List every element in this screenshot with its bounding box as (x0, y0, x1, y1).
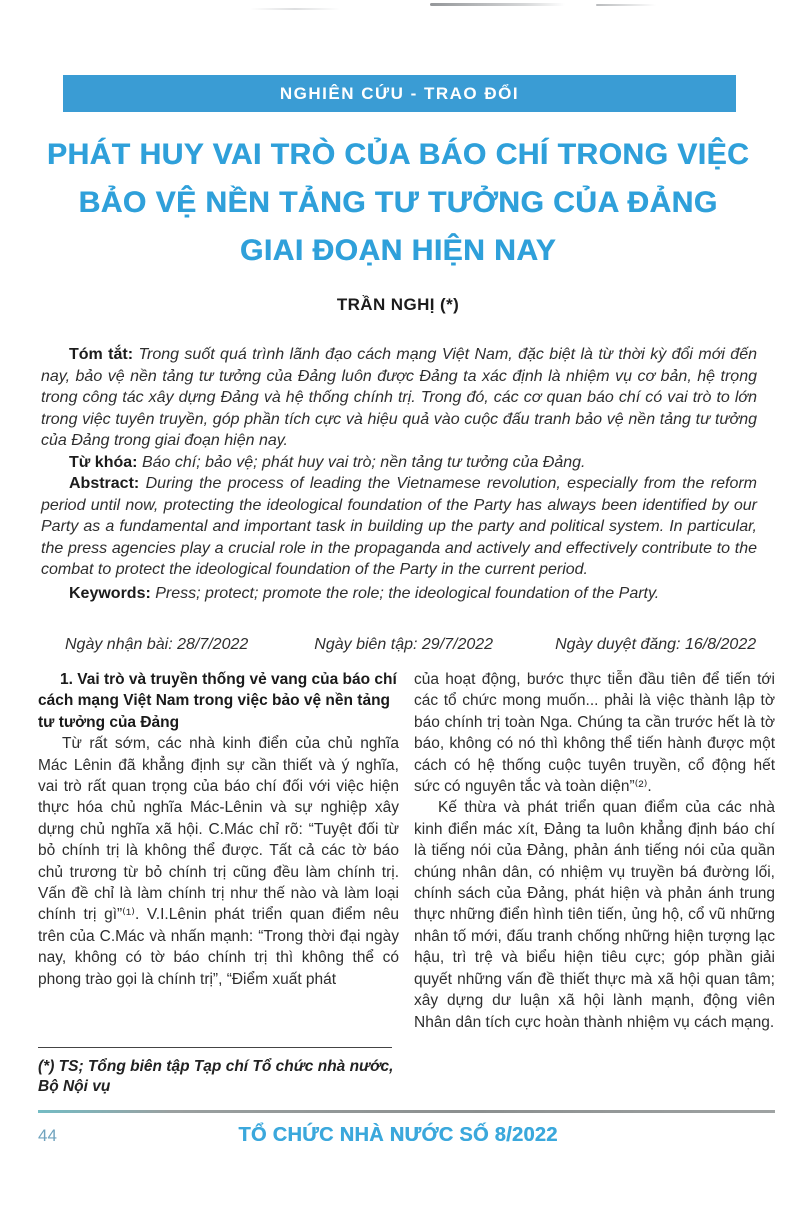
body-paragraph-left: Từ rất sớm, các nhà kinh điển của chủ nghĩa Mác Lênin đã khẳng định sự cần thiết và ý nghĩa, vai trò rất quan trọng của báo chí đối với việc hiện thực hóa chủ nghĩa Mác-Lênin và sự nghiệp xây dựng chủ nghĩa xã hội. C.Mác chỉ rõ: “Tuyệt đối từ bỏ chính trị là không thể được. Tất cả các tờ báo chủ trương từ bỏ chính trị cũng đều làm chính trị. Vấn đề chỉ là làm chính trị như thế nào và làm loại chính trị gì”⁽¹⁾. V.I.Lênin phát triển quan điểm nêu trên của C.Mác và nhấn mạnh: “Trong thời đại ngày nay, không có tờ báo chính trị thì không thể có phong trào gọi là chính trị”, “Điểm xuất phát (38, 735, 399, 988)
dates-row (41, 636, 757, 654)
article-title (30, 131, 766, 275)
keywords-en-label: Keywords: (69, 584, 151, 602)
abstract-en-label: Abstract: (69, 475, 140, 492)
left-column (38, 669, 399, 1111)
section-banner-label: NGHIÊN CỨU - TRAO ĐỔI (279, 83, 520, 103)
page-footer (0, 1124, 796, 1154)
abstract-block (41, 344, 757, 604)
keywords-vi (41, 452, 757, 474)
abstract-vi-label: Tóm tắt: (69, 346, 134, 363)
abstract-en-text: During the process of leading the Vietnamese revolution, especially from the reform period until now, protecting the ideological foundation of the Party has always been identified by our Party as a fundamental and important task in building up the party and political system. In particular, the press agencies play a crucial role in the propaganda and actively and effectively contribute to the combat to protect the ideological foundation of the Party in the current period. (41, 475, 757, 578)
footnote-text: (*) TS; Tổng biên tập Tạp chí Tổ chức nhà nước, Bộ Nội vụ (38, 1058, 394, 1095)
journal-name: TỔ CHỨC NHÀ NƯỚC SỐ 8/2022 (238, 1124, 558, 1146)
section-banner (63, 75, 736, 112)
author-line: TRẦN NGHỊ (*) (336, 295, 460, 314)
abstract-vi-text: Trong suốt quá trình lãnh đạo cách mạng Việt Nam, đặc biệt là từ thời kỳ đổi mới đến nay, bảo vệ nền tảng tư tưởng của Đảng luôn được Đảng ta xác định là nhiệm vụ cơ bản, hệ trọng trong công tác xây dựng Đảng và hệ thống chính trị. Trong đó, các cơ quan báo chí có vai trò to lớn trong việc tuyên truyền, góp phần tích cực và hiệu quả vào cuộc đấu tranh bảo vệ nền tảng tư tưởng của Đảng trong giai đoạn hiện nay. (41, 346, 757, 449)
scan-smudge (250, 8, 340, 10)
abstract-en (41, 473, 757, 581)
scan-smudge (596, 4, 656, 6)
keywords-en (41, 583, 757, 605)
section-heading: 1. Vai trò và truyền thống vẻ vang của báo chí cách mạng Việt Nam trong việc bảo vệ nền tảng tư tưởng của Đảng (38, 671, 397, 731)
keywords-en-text: Press; protect; promote the role; the ideological foundation of the Party. (155, 584, 660, 602)
keywords-vi-label: Từ khóa: (69, 453, 138, 471)
keywords-vi-text: Báo chí; bảo vệ; phát huy vai trò; nền tảng tư tưởng của Đảng. (141, 453, 586, 471)
body-columns (38, 669, 776, 1111)
body-paragraph-right-2: Kế thừa và phát triển quan điểm của các nhà kinh điển mác xít, Đảng ta luôn khẳng định báo chí là tiếng nói của Đảng, phản ánh tiếng nói của quần chúng nhân dân, có nhiệm vụ truyền bá đường lối, chính sách của Đảng, phát hiện và phản ánh trung thực những điển hình tiên tiến, ủng hộ, cổ vũ những nhân tố mới, đấu tranh chống những hiện tượng lạc hậu, trì trệ và biểu hiện tiêu cực; góp phần giải quyết những vấn đề thiết thực mà xã hội quan tâm; xây dựng dư luận xã hội lành mạnh, động viên Nhân dân tích cực hoàn thành nhiệm vụ cách mạng. (414, 799, 775, 1031)
date-approved: Ngày duyệt đăng: 16/8/2022 (555, 636, 757, 653)
date-edited: Ngày biên tập: 29/7/2022 (314, 636, 494, 653)
right-column (414, 669, 775, 1111)
article-title-line: PHÁT HUY VAI TRÒ CỦA BÁO CHÍ TRONG VIỆC (46, 138, 750, 171)
body-paragraph-right-1: của hoạt động, bước thực tiễn đầu tiên để tiến tới các tổ chức mong muốn... phải là việc thành lập tờ báo chính trị toàn Nga. Chúng ta cần trước hết là tờ báo, không có nó thì không thể tiến hành được một cách có hệ thống cuộc tuyên truyền, cổ động hết sức có nguyên tắc và toàn diện”⁽²⁾. (414, 671, 775, 796)
scan-smudge (430, 3, 565, 6)
article-title-line: GIAI ĐOẠN HIỆN NAY (239, 234, 557, 267)
footer-rule (38, 1110, 775, 1113)
footnote (38, 1047, 399, 1111)
footnote-rule (38, 1047, 392, 1048)
abstract-vi (41, 344, 757, 452)
page-number: 44 (38, 1126, 57, 1145)
date-received: Ngày nhận bài: 28/7/2022 (65, 636, 249, 653)
article-title-line: BẢO VỆ NỀN TẢNG TƯ TƯỞNG CỦA ĐẢNG (78, 186, 718, 219)
